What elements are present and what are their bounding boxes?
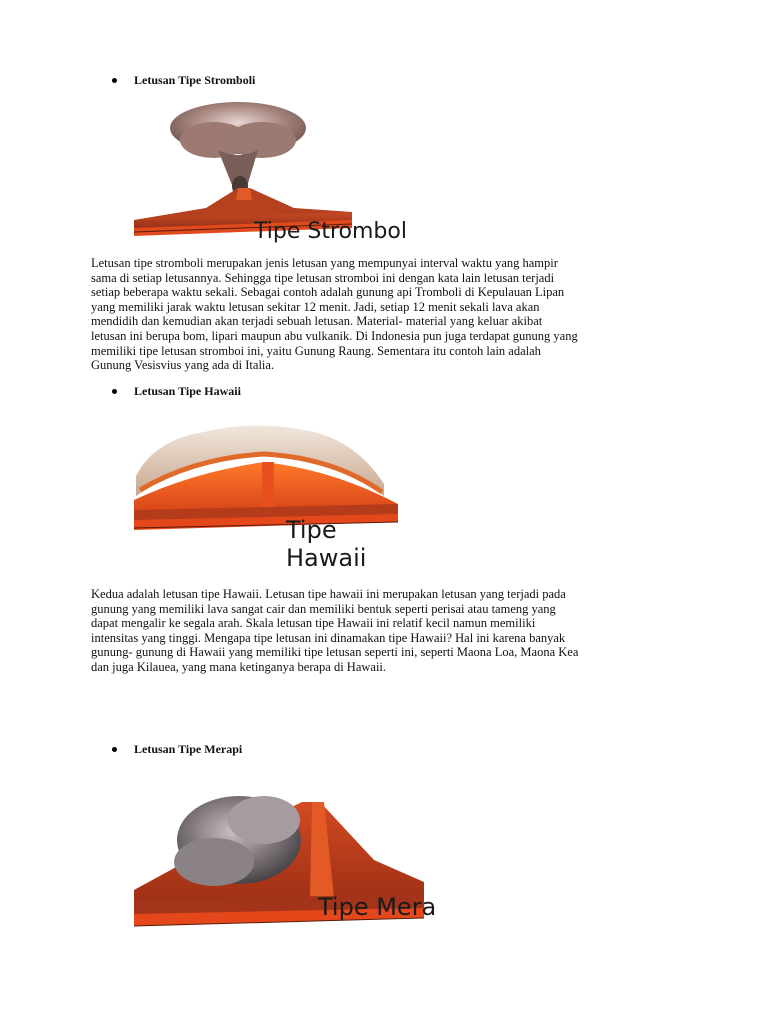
- heading-hawaii: [112, 384, 241, 399]
- paragraph-hawaii: Kedua adalah letusan tipe Hawaii. Letusan tipe hawaii ini merupakan letusan yang terjadi pada gunung yang memiliki lava sangat cair dan memiliki bentuk seperti perisai atau tameng yang dapat mengalir ke segala arah. Skala letusan tipe Hawaii ini relatif kecil namun memiliki intensitas yang tinggi. Mengapa tipe letusan ini dinamakan tipe Hawaii? Hal ini karena banyak gunung- gunung di Hawaii yang memiliki tipe letusan seperti ini, seperti Maona Loa, Maona Kea dan juga Kilauea, yang mana ketinganya berapa di Hawaii.: [91, 587, 579, 674]
- caption-hawaii-line1: Tipe: [286, 516, 337, 544]
- paragraph-stromboli: Letusan tipe stromboli merupakan jenis letusan yang mempunyai interval waktu yang hampir sama di setiap letusannya. Sehingga tipe letusan stromboi ini dengan kata lain letusan terjadi setiap beberapa waktu sekali. Sebagai contoh adalah gunung api Tromboli di Kepulauan Lipan yang memiliki jarak waktu letusan sekitar 12 menit. Jadi, setiap 12 menit sekali lava akan mendidih dan kemudian akan terjadi sebuah letusan. Material- material yang keluar akibat letusan ini berupa bom, lipari maupun abu vulkanik. Di Indonesia pun juga terdapat gunung yang memiliki tipe letusan stromboi ini, yaitu Gunung Raung. Sementara itu contoh lain adalah Gunung Vesisvius yang ada di Italia.: [91, 256, 578, 373]
- heading-merapi: [112, 742, 242, 757]
- heading-hawaii-text: Letusan Tipe Hawaii: [134, 384, 241, 398]
- bullet-icon: [112, 78, 117, 83]
- heading-stromboli: [112, 73, 255, 88]
- bullet-icon: [112, 747, 117, 752]
- caption-hawaii: [286, 516, 366, 572]
- heading-merapi-text: Letusan Tipe Merapi: [134, 742, 243, 756]
- caption-hawaii-line2: Hawaii: [286, 544, 367, 572]
- heading-stromboli-text: Letusan Tipe Stromboli: [134, 73, 256, 87]
- bullet-icon: [112, 389, 117, 394]
- caption-merapi: Tipe Mera: [318, 893, 437, 921]
- caption-stromboli: Tipe Strombol: [254, 219, 407, 244]
